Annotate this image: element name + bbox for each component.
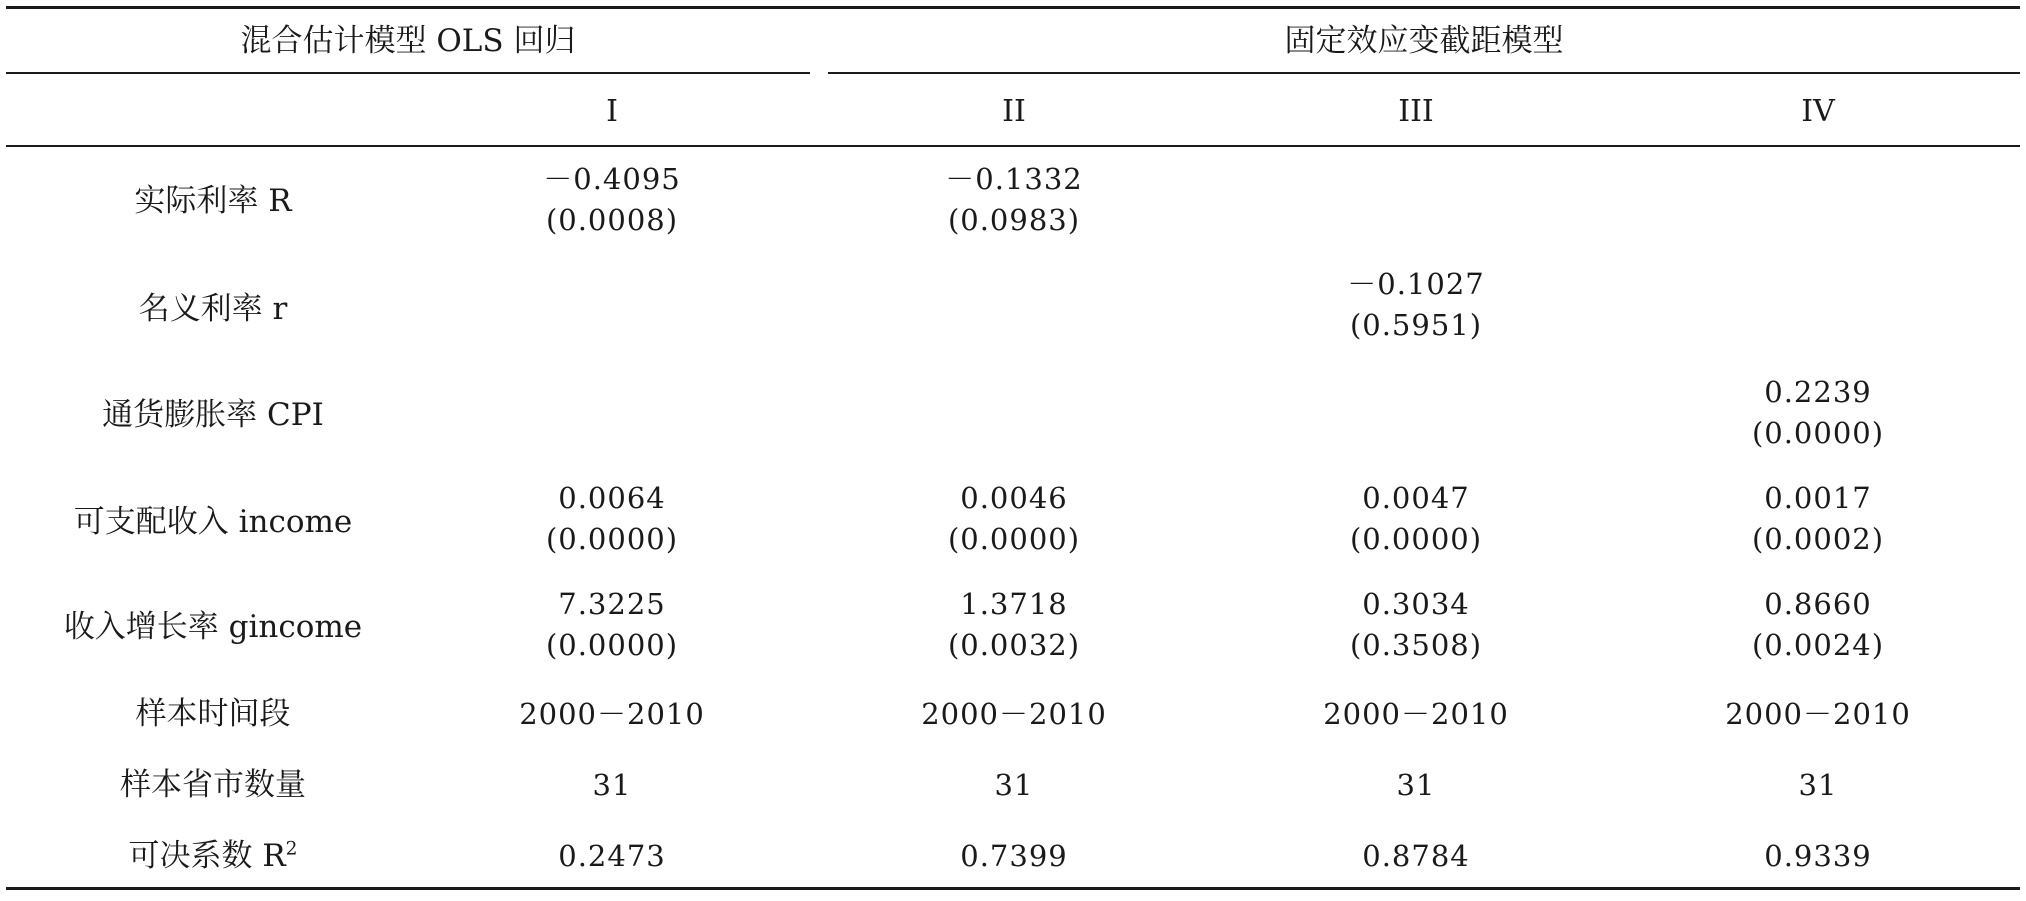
p-value: (0.0032) <box>947 628 1081 662</box>
table-cell <box>1316 264 1516 346</box>
table-cell <box>914 159 1114 241</box>
coefficient: 7.3225 <box>558 587 666 621</box>
p-value: (0.0000) <box>545 522 679 556</box>
column-header-1: I <box>606 94 618 129</box>
coefficient: －0.1027 <box>1347 267 1485 301</box>
row-label-province-count: 样本省市数量 <box>120 767 306 803</box>
coefficient: －0.1332 <box>945 162 1083 196</box>
table-cell <box>512 584 712 666</box>
p-value: (0.0000) <box>1349 522 1483 556</box>
group-header-ols: 混合估计模型 OLS 回归 <box>240 23 576 59</box>
table-cell <box>512 478 712 560</box>
table-cell <box>512 159 712 241</box>
r-squared-label: 可决系数 R <box>128 838 286 874</box>
p-value: (0.0000) <box>545 628 679 662</box>
table-cell: 0.9339 <box>1764 839 1872 873</box>
table-cell: 2000－2010 <box>519 697 705 731</box>
table-cell <box>914 478 1114 560</box>
table-cell: 0.8784 <box>1362 839 1470 873</box>
p-value: (0.0000) <box>1751 416 1885 450</box>
row-label-income-growth: 收入增长率 gincome <box>63 609 363 645</box>
coefficient: 0.0046 <box>960 481 1068 515</box>
row-label-income: 可支配收入 income <box>73 504 353 540</box>
p-value: (0.5951) <box>1349 308 1483 342</box>
top-rule <box>6 6 2020 9</box>
row-label-inflation: 通货膨胀率 CPI <box>102 397 324 433</box>
table-cell: 2000－2010 <box>1725 697 1911 731</box>
table-cell: 2000－2010 <box>1323 697 1509 731</box>
header-rule <box>6 145 2020 147</box>
column-header-4: IV <box>1801 94 1835 129</box>
table-cell <box>1316 584 1516 666</box>
p-value: (0.0002) <box>1751 522 1885 556</box>
p-value: (0.0008) <box>545 203 679 237</box>
p-value: (0.0983) <box>947 203 1081 237</box>
coefficient: 1.3718 <box>960 587 1068 621</box>
p-value: (0.0000) <box>947 522 1081 556</box>
group-header-fixed-effects: 固定效应变截距模型 <box>1284 23 1564 59</box>
bottom-rule <box>6 887 2020 890</box>
column-header-2: II <box>1002 94 1026 129</box>
table-cell <box>1718 372 1918 454</box>
row-label-nominal-rate: 名义利率 r <box>138 291 288 327</box>
table-cell <box>1316 478 1516 560</box>
coefficient: 0.8660 <box>1764 587 1872 621</box>
coefficient: 0.2239 <box>1764 375 1872 409</box>
group-rule-right <box>828 72 2020 74</box>
column-header-3: III <box>1398 94 1434 129</box>
table-cell: 0.2473 <box>558 839 666 873</box>
table-cell <box>1718 478 1918 560</box>
row-label-real-rate: 实际利率 R <box>134 183 292 219</box>
table-cell: 31 <box>592 768 632 802</box>
coefficient: －0.4095 <box>543 162 681 196</box>
table-cell: 2000－2010 <box>921 697 1107 731</box>
coefficient: 0.3034 <box>1362 587 1470 621</box>
table-cell: 31 <box>1798 768 1838 802</box>
row-label-sample-period: 样本时间段 <box>135 696 291 732</box>
row-label-r-squared <box>0 836 426 876</box>
table-cell: 31 <box>1396 768 1436 802</box>
coefficient: 0.0017 <box>1764 481 1872 515</box>
coefficient: 0.0064 <box>558 481 666 515</box>
coefficient: 0.0047 <box>1362 481 1470 515</box>
table-cell <box>914 584 1114 666</box>
table-cell: 31 <box>994 768 1034 802</box>
p-value: (0.0024) <box>1751 628 1885 662</box>
group-rule-left <box>6 72 810 74</box>
table-cell <box>1718 584 1918 666</box>
r-squared-superscript: 2 <box>285 838 298 860</box>
p-value: (0.3508) <box>1349 628 1483 662</box>
table-cell: 0.7399 <box>960 839 1068 873</box>
